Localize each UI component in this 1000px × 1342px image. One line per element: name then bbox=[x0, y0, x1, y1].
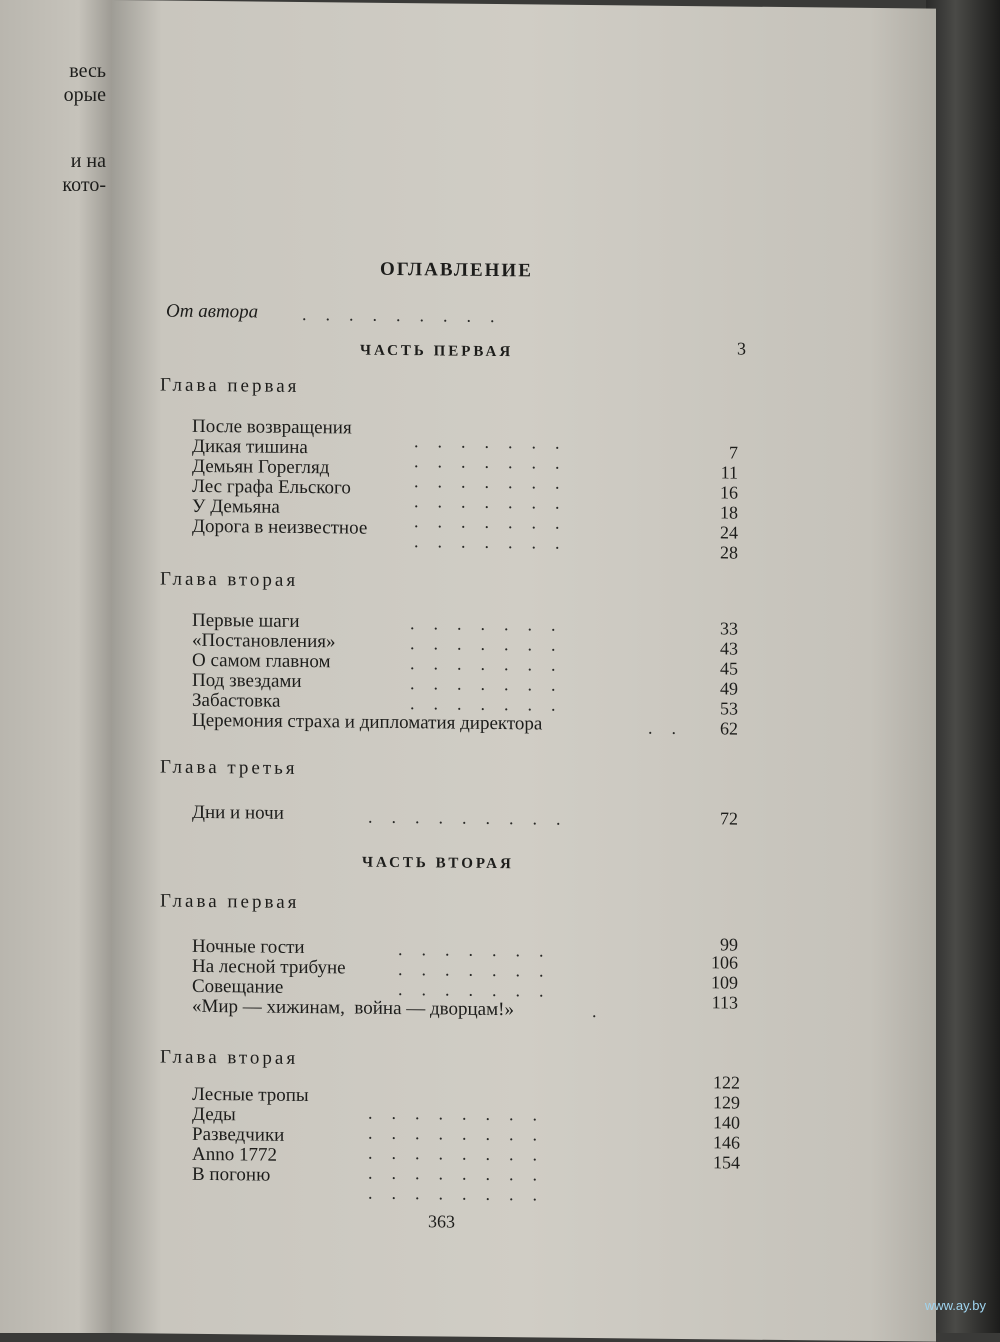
leader-dots: ....... bbox=[414, 491, 579, 513]
leader-dots: ....... bbox=[414, 431, 579, 453]
toc-entry-title: В погоню bbox=[192, 1163, 271, 1186]
toc-page-number: 62 bbox=[720, 718, 738, 739]
toc-page-number: 72 bbox=[720, 808, 738, 829]
toc-entry-title: Дни и ночи bbox=[192, 801, 284, 824]
toc-entry-title: Разведчики bbox=[192, 1123, 285, 1146]
leader-dots: . bbox=[592, 1001, 616, 1022]
toc-entry-title: «Мир — хижинам, война — дворцам!» bbox=[192, 995, 514, 1021]
toc-entry-title: Anno 1772 bbox=[192, 1143, 277, 1166]
toc-entry-title: После возвращения bbox=[192, 415, 352, 439]
toc-page bbox=[112, 0, 936, 1342]
leader-dots: ........ bbox=[368, 1102, 556, 1125]
leader-dots: ........ bbox=[368, 1142, 556, 1165]
leader-dots: ......... bbox=[302, 303, 514, 327]
leader-dots: ....... bbox=[410, 693, 575, 715]
toc-entry-title: У Демьяна bbox=[192, 495, 280, 518]
leader-dots: ......... bbox=[368, 806, 580, 829]
toc-page-number: 33 bbox=[720, 618, 738, 639]
toc-page-number: 45 bbox=[720, 658, 738, 679]
toc-page-number: 24 bbox=[720, 522, 738, 543]
chapter-heading: Глава первая bbox=[160, 890, 300, 913]
left-page-text-line: весь bbox=[69, 60, 106, 82]
leader-dots: ........ bbox=[368, 1182, 556, 1205]
toc-page-number: 18 bbox=[720, 502, 738, 523]
toc-entry-title: О самом главном bbox=[192, 649, 331, 673]
toc-entry-title: Под звездами bbox=[192, 669, 302, 692]
toc-entry-title: На лесной трибуне bbox=[192, 955, 346, 979]
leader-dots: ....... bbox=[414, 511, 579, 533]
toc-page-number: 28 bbox=[720, 542, 738, 563]
part-heading: ЧАСТЬ ВТОРАЯ bbox=[362, 854, 514, 873]
chapter-heading: Глава третья bbox=[160, 756, 298, 779]
toc-page-number: 129 bbox=[713, 1092, 740, 1113]
toc-entry-title: Забастовка bbox=[192, 689, 281, 712]
toc-page-number: 113 bbox=[711, 992, 738, 1013]
part-heading: ЧАСТЬ ПЕРВАЯ bbox=[360, 342, 514, 361]
toc-page-number: 99 bbox=[720, 934, 738, 955]
toc-entry-title: Церемония страха и дипломатия директора bbox=[192, 709, 543, 735]
chapter-heading: Глава вторая bbox=[160, 1046, 299, 1069]
left-page-text-line: орые bbox=[63, 84, 106, 106]
leader-dots: ....... bbox=[414, 531, 579, 553]
toc-page-number: 11 bbox=[720, 462, 738, 483]
site-watermark: www.ay.by bbox=[924, 1298, 986, 1313]
leader-dots: ....... bbox=[410, 673, 575, 695]
toc-entry-title: Деды bbox=[192, 1103, 236, 1126]
leader-dots: ....... bbox=[398, 958, 563, 981]
toc-entry-title: Ночные гости bbox=[192, 935, 305, 959]
book-edge-shadow bbox=[926, 0, 1000, 1333]
leader-dots: ....... bbox=[410, 633, 575, 655]
leader-dots: ....... bbox=[398, 978, 563, 1001]
toc-page-number: 49 bbox=[720, 678, 738, 699]
toc-page-number: 43 bbox=[720, 638, 738, 659]
adjacent-left-page bbox=[0, 0, 112, 1333]
toc-page-number: 109 bbox=[711, 972, 738, 993]
page-number-folio: 363 bbox=[428, 1211, 455, 1232]
chapter-heading: Глава первая bbox=[160, 374, 300, 397]
leader-dots: ........ bbox=[368, 1162, 556, 1185]
toc-entry-title: Лесные тропы bbox=[192, 1083, 309, 1107]
leader-dots: ........ bbox=[368, 1122, 556, 1145]
toc-page-number: 146 bbox=[713, 1132, 740, 1153]
toc-entry-title: «Постановления» bbox=[192, 629, 336, 653]
toc-entry-title: Демьян Горегляд bbox=[192, 455, 330, 479]
toc-page-number: 53 bbox=[720, 698, 738, 719]
toc-page-number: 140 bbox=[713, 1112, 740, 1133]
toc-entry-title: Совещание bbox=[192, 975, 284, 998]
toc-page-number: 106 bbox=[711, 952, 738, 973]
left-page-text-line: кото- bbox=[62, 174, 106, 196]
toc-page-number: 7 bbox=[729, 442, 738, 463]
leader-dots: ....... bbox=[414, 451, 579, 473]
toc-page-number: 16 bbox=[720, 482, 738, 503]
leader-dots: ....... bbox=[410, 653, 575, 675]
leader-dots: ....... bbox=[414, 471, 579, 493]
toc-preface-page: 3 bbox=[737, 338, 746, 359]
toc-page-number: 154 bbox=[713, 1152, 740, 1173]
toc-entry-title: Первые шаги bbox=[192, 609, 300, 632]
toc-page-number: 122 bbox=[713, 1072, 740, 1093]
toc-entry-title: Лес графа Ельского bbox=[192, 475, 351, 499]
toc-preface-label: От автора bbox=[166, 300, 259, 323]
toc-entry-title: Дорога в неизвестное bbox=[192, 515, 368, 539]
leader-dots: ....... bbox=[398, 938, 563, 961]
leader-dots: .. bbox=[648, 717, 695, 739]
left-page-text-line: и на bbox=[70, 150, 106, 172]
page-title: ОГЛАВЛЕНИЕ bbox=[380, 258, 533, 282]
toc-entry-title: Дикая тишина bbox=[192, 435, 308, 459]
chapter-heading: Глава вторая bbox=[160, 568, 299, 591]
leader-dots: ....... bbox=[410, 613, 575, 635]
